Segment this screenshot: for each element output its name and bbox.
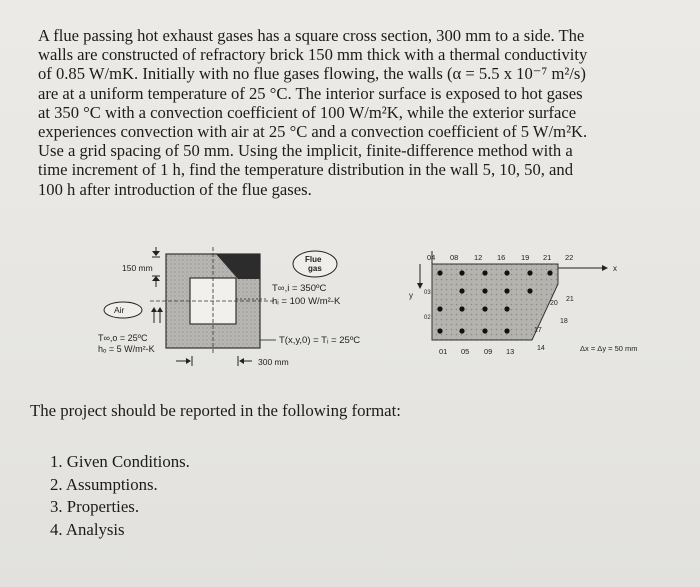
node-label-bottom: 09 bbox=[484, 347, 493, 356]
grid-node-dot bbox=[504, 288, 509, 293]
grid-node-dot bbox=[504, 306, 509, 311]
grid-node-dot bbox=[482, 306, 487, 311]
grid-node-dot bbox=[437, 306, 442, 311]
flue-figure bbox=[98, 243, 670, 378]
grid-node-dot bbox=[527, 270, 532, 275]
dim-300-label: 300 mm bbox=[258, 357, 289, 367]
h-i-label: hᵢ = 100 W/m²-K bbox=[272, 296, 341, 307]
grid-node-dot bbox=[482, 288, 487, 293]
initial-condition-label: T(x,y,0) = Tᵢ = 25ºC bbox=[279, 335, 361, 346]
grid-node-dot bbox=[504, 270, 509, 275]
top-node-labels bbox=[427, 253, 573, 262]
report-steps bbox=[50, 451, 190, 541]
report-step: 2. Assumptions. bbox=[50, 474, 158, 494]
bottom-node-labels bbox=[439, 347, 514, 356]
node-label-top: 16 bbox=[497, 253, 506, 262]
air-callout bbox=[104, 302, 163, 323]
grid-node-dot bbox=[437, 328, 442, 333]
node-label-14: 14 bbox=[537, 345, 545, 352]
problem-line-7: Use a grid spacing of 50 mm. Using the implicit, finite-difference method with a bbox=[38, 141, 573, 161]
report-step: 3. Properties. bbox=[50, 497, 140, 517]
problem-line-9: 100 h after introduction of the flue gases. bbox=[38, 179, 312, 199]
node-label-bottom: 13 bbox=[506, 347, 515, 356]
grid-node-dot bbox=[459, 288, 464, 293]
grid-node-dot bbox=[547, 270, 552, 275]
grid-spacing-label: Δx = Δy = 50 mm bbox=[580, 344, 638, 353]
h-o-label: hₒ = 5 W/m²-K bbox=[98, 344, 155, 354]
node-label-18: 18 bbox=[560, 318, 568, 325]
y-axis-label: y bbox=[409, 291, 413, 300]
air-label: Air bbox=[114, 305, 125, 315]
problem-line-3: of 0.85 W/mK. Initially with no flue gases flowing, the walls (α = 5.5 x 10⁻⁷ m²/s) bbox=[38, 64, 586, 84]
node-label-top: 22 bbox=[565, 253, 574, 262]
t-inf-o-label: T∞,o = 25ºC bbox=[98, 333, 148, 343]
grid-node-dot bbox=[482, 270, 487, 275]
flue-figure-svg bbox=[98, 243, 670, 378]
dimension-300 bbox=[176, 356, 289, 367]
node-label-top: 19 bbox=[521, 253, 530, 262]
node-label-top: 08 bbox=[450, 253, 459, 262]
x-axis-label: x bbox=[613, 264, 617, 273]
t-inf-i-label: T∞,i = 350ºC bbox=[272, 283, 327, 294]
grid-node-dot bbox=[504, 328, 509, 333]
report-intro: The project should be reported in the following format: bbox=[30, 401, 401, 420]
node-label-17: 17 bbox=[534, 327, 542, 334]
grid-node-dot bbox=[459, 328, 464, 333]
problem-line-1: A flue passing hot exhaust gases has a square cross section, 300 mm to a side. The bbox=[38, 26, 585, 45]
report-step: 1. Given Conditions. bbox=[50, 452, 190, 471]
grid-node-dot bbox=[459, 270, 464, 275]
node-label-20: 20 bbox=[550, 300, 558, 307]
grid-node-dot bbox=[482, 328, 487, 333]
node-label-21-corner: 21 bbox=[566, 296, 574, 303]
problem-line-6: experiences convection with air at 25 °C and a convection coefficient of 5 W/m²K. bbox=[38, 122, 588, 142]
node-label-02: 02 bbox=[424, 315, 431, 321]
node-grid bbox=[417, 251, 608, 340]
problem-line-4: are at a uniform temperature of 25 °C. The interior surface is exposed to hot gases bbox=[38, 83, 583, 103]
node-label-top: 21 bbox=[543, 253, 552, 262]
node-label-top: 12 bbox=[474, 253, 483, 262]
dimension-150 bbox=[122, 247, 160, 287]
dim-150-label: 150 mm bbox=[122, 263, 153, 273]
gas-label: gas bbox=[308, 264, 322, 273]
report-step: 4. Analysis bbox=[50, 519, 125, 539]
flue-gas-callout bbox=[293, 251, 337, 277]
flue-label: Flue bbox=[305, 255, 322, 264]
flue-cross-section bbox=[150, 247, 275, 353]
grid-node-dot bbox=[437, 270, 442, 275]
node-label-bottom: 05 bbox=[461, 347, 470, 356]
node-label-top: 04 bbox=[427, 253, 436, 262]
node-label-03: 03 bbox=[424, 290, 431, 296]
problem-line-5: at 350 °C with a convection coefficient of 100 W/m²K, while the exterior surface bbox=[38, 102, 577, 122]
problem-line-8: time increment of 1 h, find the temperature distribution in the wall 5, 10, 50, and bbox=[38, 160, 574, 180]
problem-statement bbox=[38, 26, 678, 199]
grid-node-dot bbox=[459, 306, 464, 311]
grid-node-dot bbox=[527, 288, 532, 293]
node-label-bottom: 01 bbox=[439, 347, 448, 356]
problem-line-2: walls are constructed of refractory brick 150 mm thick with a thermal conductivity bbox=[38, 45, 588, 65]
